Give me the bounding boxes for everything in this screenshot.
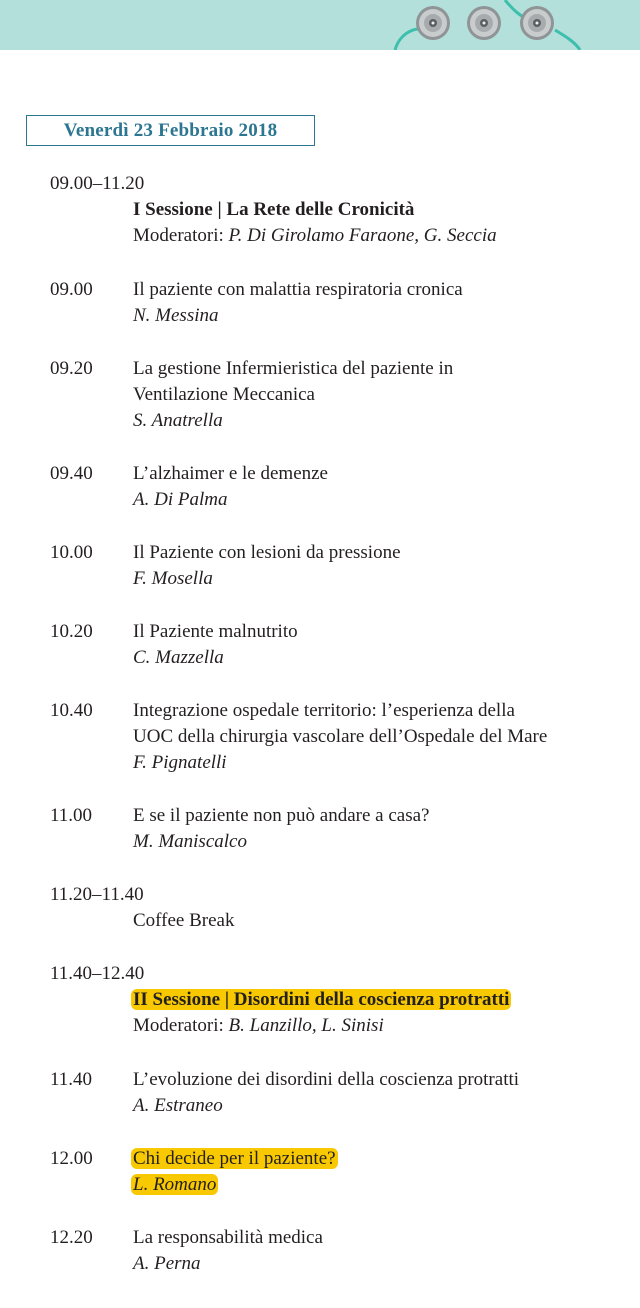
session1-moderators xyxy=(133,225,497,247)
session1-title: I Sessione | La Rete delle Cronicità xyxy=(133,199,415,220)
talk-title-highlight: Chi decide per il paziente? xyxy=(133,1148,336,1169)
session1-time: 09.00–11.20 xyxy=(50,173,145,194)
session2-time: 11.40–12.40 xyxy=(50,963,145,984)
talk-time: 10.20 xyxy=(50,621,93,642)
talk-speaker: F. Pignatelli xyxy=(133,752,227,773)
talk-title xyxy=(133,1148,338,1170)
moderators-names: B. Lanzillo, L. Sinisi xyxy=(228,1015,384,1036)
talk-title: Integrazione ospedale territorio: l’esperienza della xyxy=(133,700,515,721)
talk-speaker: N. Messina xyxy=(133,305,219,326)
talk-speaker: A. Estraneo xyxy=(133,1095,223,1116)
talk-time: 09.20 xyxy=(50,358,93,379)
session2-moderators xyxy=(133,1015,384,1037)
talk-time: 10.40 xyxy=(50,700,93,721)
moderators-label: Moderatori: xyxy=(133,225,224,246)
moderators-names: P. Di Girolamo Faraone, G. Seccia xyxy=(228,225,497,246)
moderators-label: Moderatori: xyxy=(133,1015,224,1036)
talk-title-line2: Ventilazione Meccanica xyxy=(133,384,315,405)
talk-title: Il Paziente con lesioni da pressione xyxy=(133,542,401,563)
talk-speaker: S. Anatrella xyxy=(133,410,223,431)
talk-time: 09.40 xyxy=(50,463,93,484)
talk-title: L’evoluzione dei disordini della coscienza protratti xyxy=(133,1069,520,1090)
talk-time: 11.00 xyxy=(50,805,93,826)
date-header: Venerdì 23 Febbraio 2018 xyxy=(63,120,278,141)
talk-title: L’alzhaimer e le demenze xyxy=(133,463,328,484)
talk-title: La responsabilità medica xyxy=(133,1227,323,1248)
talk-time: 11.40 xyxy=(50,1069,93,1090)
talk-speaker: C. Mazzella xyxy=(133,647,224,668)
stethoscope-decoration-icon xyxy=(0,0,640,50)
talk-title: La gestione Infermieristica del paziente in xyxy=(133,358,454,379)
session2-title-highlight: II Sessione | Disordini della coscienza protratti xyxy=(133,989,510,1010)
talk-time: 10.00 xyxy=(50,542,93,563)
talk-speaker: F. Mosella xyxy=(133,568,213,589)
talk-title: Il paziente con malattia respiratoria cronica xyxy=(133,279,463,300)
coffee-break-label: Coffee Break xyxy=(133,910,235,931)
session2-title xyxy=(133,989,511,1011)
talk-speaker: A. Perna xyxy=(133,1253,201,1274)
talk-speaker-highlight: L. Romano xyxy=(133,1174,217,1195)
talk-time: 12.00 xyxy=(50,1148,93,1169)
header-band xyxy=(0,0,640,50)
talk-speaker: M. Maniscalco xyxy=(133,831,247,852)
talk-time: 12.20 xyxy=(50,1227,93,1248)
talk-speaker: A. Di Palma xyxy=(133,489,228,510)
talk-time: 09.00 xyxy=(50,279,93,300)
date-header-box xyxy=(26,115,315,146)
coffee-break-time: 11.20–11.40 xyxy=(50,884,144,905)
talk-speaker xyxy=(133,1174,218,1196)
talk-title-line2: UOC della chirurgia vascolare dell’Ospedale del Mare xyxy=(133,726,548,747)
talk-title: Il Paziente malnutrito xyxy=(133,621,298,642)
talk-title: E se il paziente non può andare a casa? xyxy=(133,805,430,826)
